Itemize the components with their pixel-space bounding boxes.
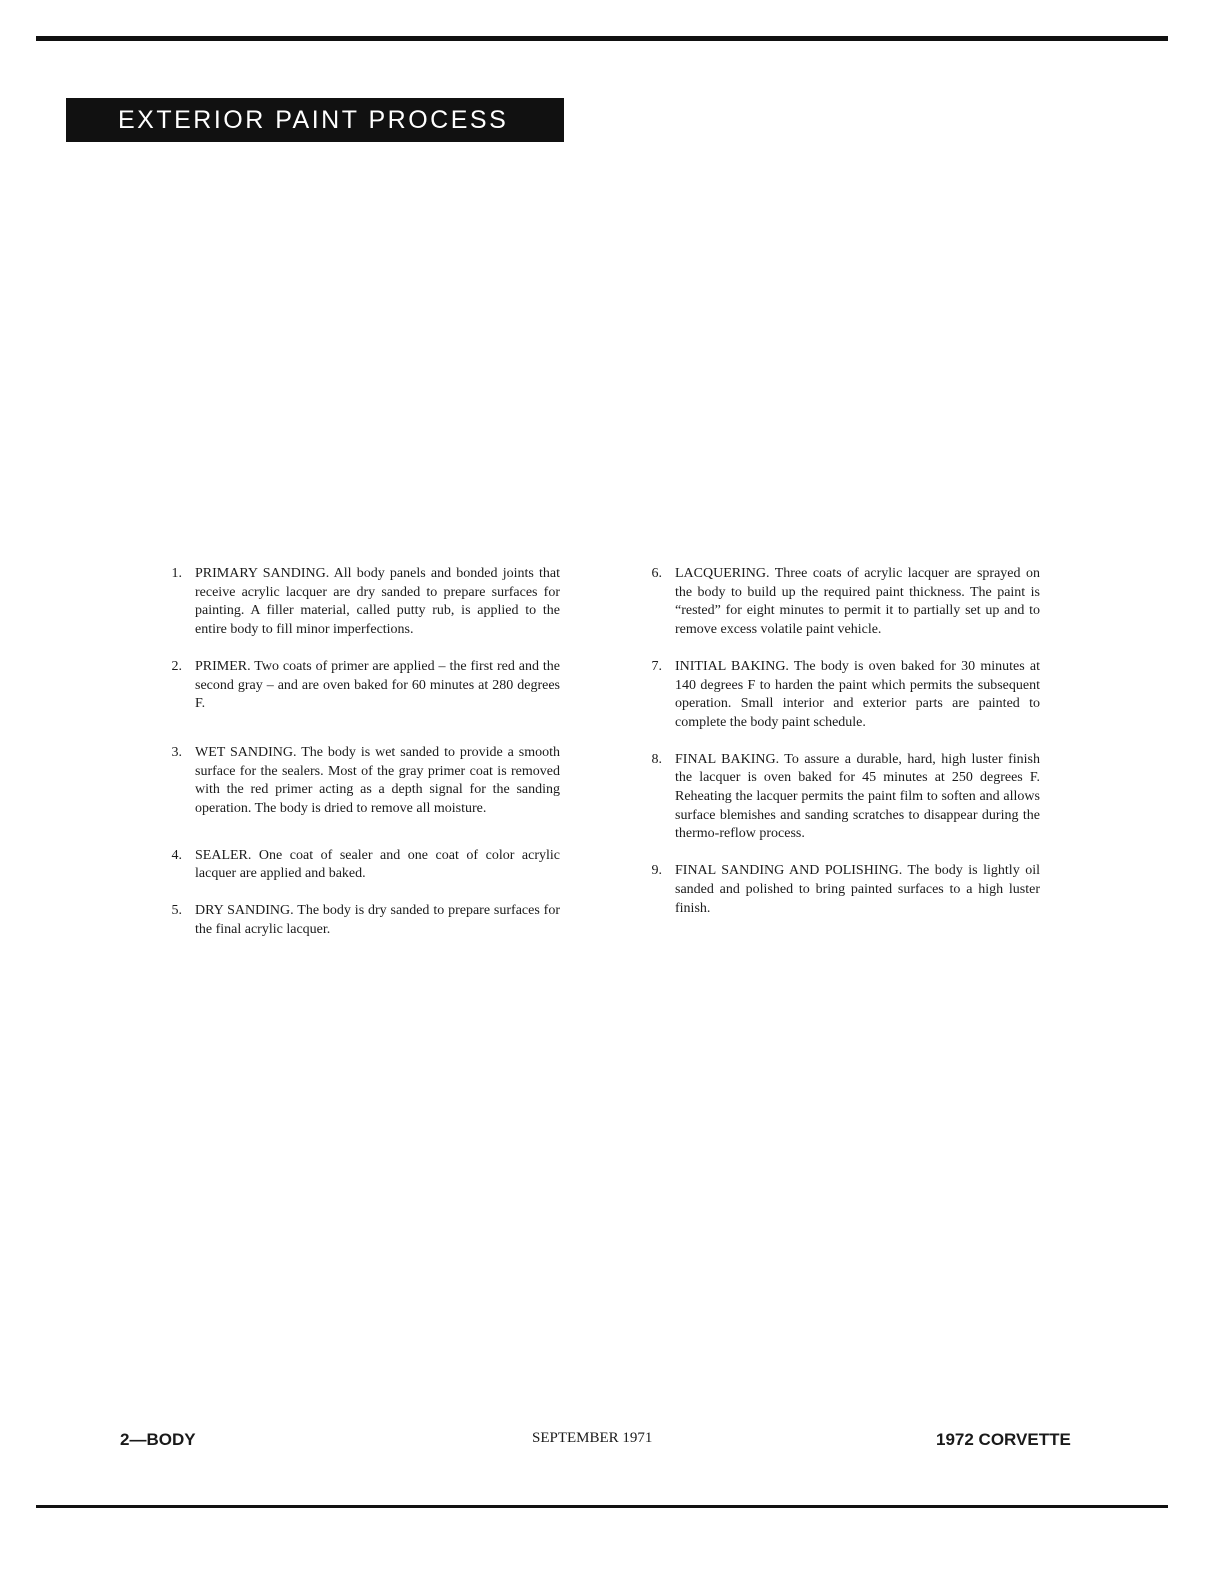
step-item — [640, 658, 1040, 733]
step-number: 1. — [171, 566, 182, 581]
step-number: 9. — [651, 863, 662, 879]
step-item — [640, 862, 1040, 918]
step-text: LACQUERING. Three coats of acrylic lacquer are sprayed on the body to build up the required paint thickness. The paint is “rested” for eight minutes to permit it to partially set up and to remove excess volatile paint vehicle. — [675, 566, 1040, 638]
step-text: WET SANDING. The body is wet sanded to provide a smooth surface for the sealers. Most of the gray primer coat is removed with the red primer acting as a depth signal for the sanding operation. The body is dried to remove all moisture. — [195, 744, 560, 817]
step-item — [160, 847, 560, 884]
step-number: 2. — [171, 658, 182, 674]
steps-column-right — [640, 565, 1040, 918]
step-text: FINAL BAKING. To assure a durable, hard, high luster finish the lacquer is oven baked for 45 minutes at 250 degrees F. Reheating the lacquer permits the paint film to soften and allows surface blemishes and sanding scratches to disappear during the thermo-reflow process. — [675, 751, 1040, 842]
footer-date: SEPTEMBER 1971 — [532, 1430, 653, 1446]
step-item — [640, 565, 1040, 640]
step-number: 7. — [651, 658, 662, 674]
step-item — [640, 751, 1040, 845]
step-number: 8. — [651, 751, 662, 767]
bottom-rule — [36, 1505, 1168, 1508]
step-text: DRY SANDING. The body is dry sanded to prepare surfaces for the final acrylic lacquer. — [195, 903, 560, 937]
step-text: INITIAL BAKING. The body is oven baked for 30 minutes at 140 degrees F to harden the paint which permits the subsequent operation. Small interior and exterior parts are painted to complete the body paint schedule. — [675, 658, 1040, 730]
step-text: PRIMER. Two coats of primer are applied – the first red and the second gray – and are oven baked for 60 minutes at 280 degrees F. — [195, 658, 560, 712]
top-rule — [36, 36, 1168, 41]
step-text: FINAL SANDING AND POLISHING. The body is lightly oil sanded and polished to bring painted surfaces to a high luster finish. — [675, 863, 1040, 916]
footer-model: 1972 CORVETTE — [936, 1430, 1071, 1449]
step-number: 5. — [171, 903, 182, 919]
step-number: 3. — [171, 744, 182, 760]
step-text: SEALER. One coat of sealer and one coat of color acrylic lacquer are applied and baked. — [195, 847, 560, 882]
step-item — [160, 902, 560, 939]
step-item — [160, 658, 560, 714]
step-item — [160, 744, 560, 819]
step-item — [160, 565, 560, 640]
step-number: 4. — [171, 847, 182, 863]
step-text: PRIMARY SANDING. All body panels and bonded joints that receive acrylic lacquer are dry sanded to prepare surfaces for painting. A filler material, called putty rub, is applied to the entire body to fill minor imperfections. — [195, 566, 560, 638]
step-number: 6. — [651, 566, 662, 581]
steps-column-left — [160, 565, 560, 940]
section-title: EXTERIOR PAINT PROCESS — [66, 98, 564, 142]
footer-section-label: 2—BODY — [120, 1430, 196, 1449]
